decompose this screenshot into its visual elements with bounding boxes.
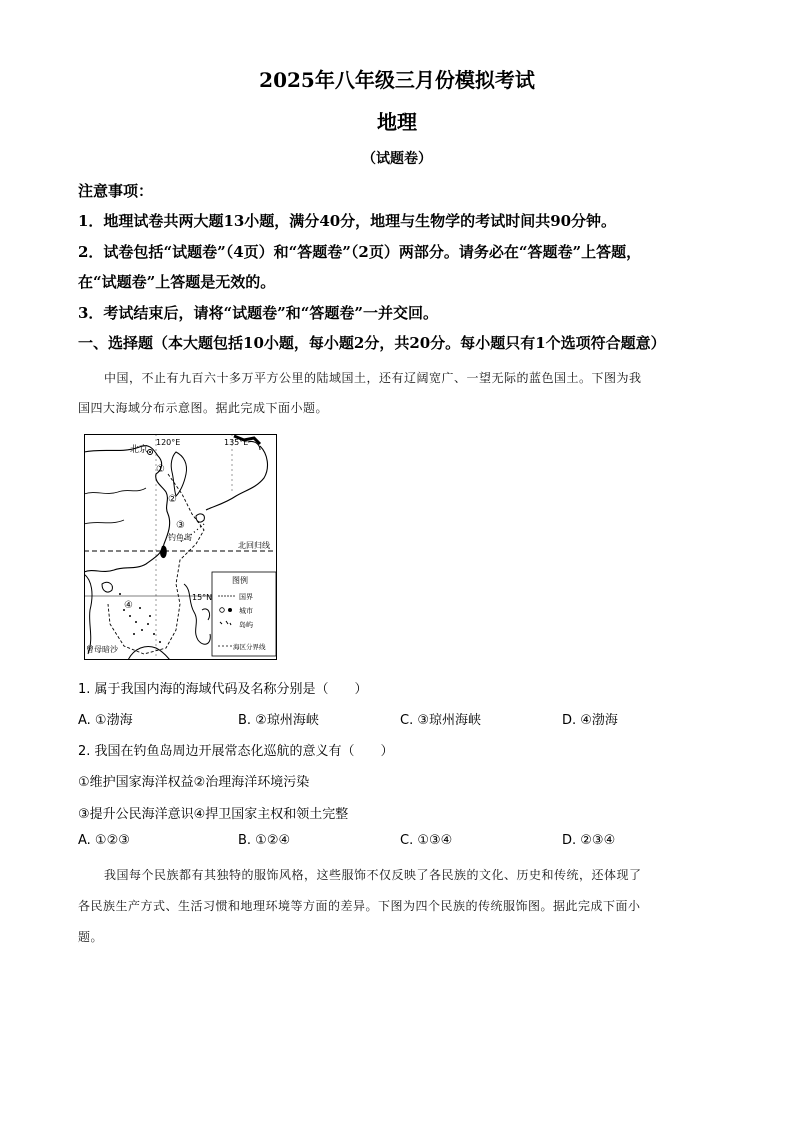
paper-type: （试题卷） [362, 151, 432, 167]
lat15-label: 15°N [192, 593, 213, 602]
q2-option-c[interactable]: C. ①③④ [400, 833, 453, 848]
lon120-label: 120°E [156, 438, 181, 447]
section1-intro-line-1: 中国，不止有九百六十多万平方公里的陆域国土，还有辽阔宽广、一望无际的蓝色国土。下图为我 [104, 371, 642, 385]
q1-option-d[interactable]: D. ④渤海 [562, 713, 618, 728]
diaoyu-label: 钓鱼岛 [168, 533, 192, 542]
q2-line-1: ①维护国家海洋权益②治理海洋环境污染 [78, 775, 310, 790]
q1-option-b[interactable]: B. ②琼州海峡 [238, 713, 319, 728]
note-item-1: 1．地理试卷共两大题13小题，满分40分，地理与生物学的考试时间共90分钟。 [78, 212, 617, 230]
sea-areas-map [84, 434, 277, 660]
exam-subject: 地理 [377, 110, 417, 134]
note-item-3: 3．考试结束后，请将“试题卷”和“答题卷”一并交回。 [78, 304, 438, 322]
tropic-label: 北回归线 [238, 541, 270, 550]
sea-marker-3: ③ [176, 520, 185, 531]
legend-sea-boundary: 海区分界线 [233, 643, 266, 651]
q2-stem: 2. 我国在钓鱼岛周边开展常态化巡航的意义有（ ） [78, 744, 394, 759]
section2-intro-line-2: 各民族生产方式、生活习惯和地理环境等方面的差异。下图为四个民族的传统服饰图。据此完成下面小 [78, 899, 641, 913]
section1-intro-line-2: 国四大海域分布示意图。据此完成下面小题。 [78, 401, 329, 415]
legend-title: 图例 [232, 576, 248, 585]
sea-marker-4: ④ [124, 600, 133, 611]
sea-marker-2: ② [168, 494, 177, 505]
beijing-label: 北京 [130, 445, 149, 455]
q2-line-2: ③提升公民海洋意识④捍卫国家主权和领土完整 [78, 807, 349, 822]
exam-title: 2025年八年级三月份模拟考试 [259, 68, 535, 92]
q2-option-b[interactable]: B. ①②④ [238, 833, 291, 848]
zengmu-label: 曾母暗沙 [86, 645, 118, 654]
section2-intro-line-1: 我国每个民族都有其独特的服饰风格，这些服饰不仅反映了各民族的文化、历史和传统，还体现了 [104, 868, 642, 882]
q2-option-a[interactable]: A. ①②③ [78, 833, 130, 848]
q1-option-c[interactable]: C. ③琼州海峡 [400, 713, 481, 728]
legend-city: 城市 [239, 607, 253, 615]
note-item-2-cont: 在“试题卷”上答题是无效的。 [78, 273, 276, 291]
notes-heading: 注意事项： [78, 182, 154, 200]
q1-option-a[interactable]: A. ①渤海 [78, 713, 133, 728]
section2-intro-line-3: 题。 [78, 930, 104, 944]
note-item-2: 2．试卷包括“试题卷”（4页）和“答题卷”（2页）两部分。请务必在“答题卷”上答题， [78, 243, 642, 261]
section1-heading: 一、选择题（本大题包括10小题，每小题2分，共20分。每小题只有1个选项符合题意） [78, 334, 666, 352]
legend-boundary: 国界 [239, 593, 253, 601]
map-legend [212, 572, 276, 656]
lon135-label: 135°E [224, 438, 249, 447]
q2-option-d[interactable]: D. ②③④ [562, 833, 616, 848]
legend-island: 岛屿 [239, 621, 253, 629]
q1-stem: 1. 属于我国内海的海域代码及名称分别是（ ） [78, 682, 368, 697]
sea-marker-1: ① [156, 464, 165, 475]
